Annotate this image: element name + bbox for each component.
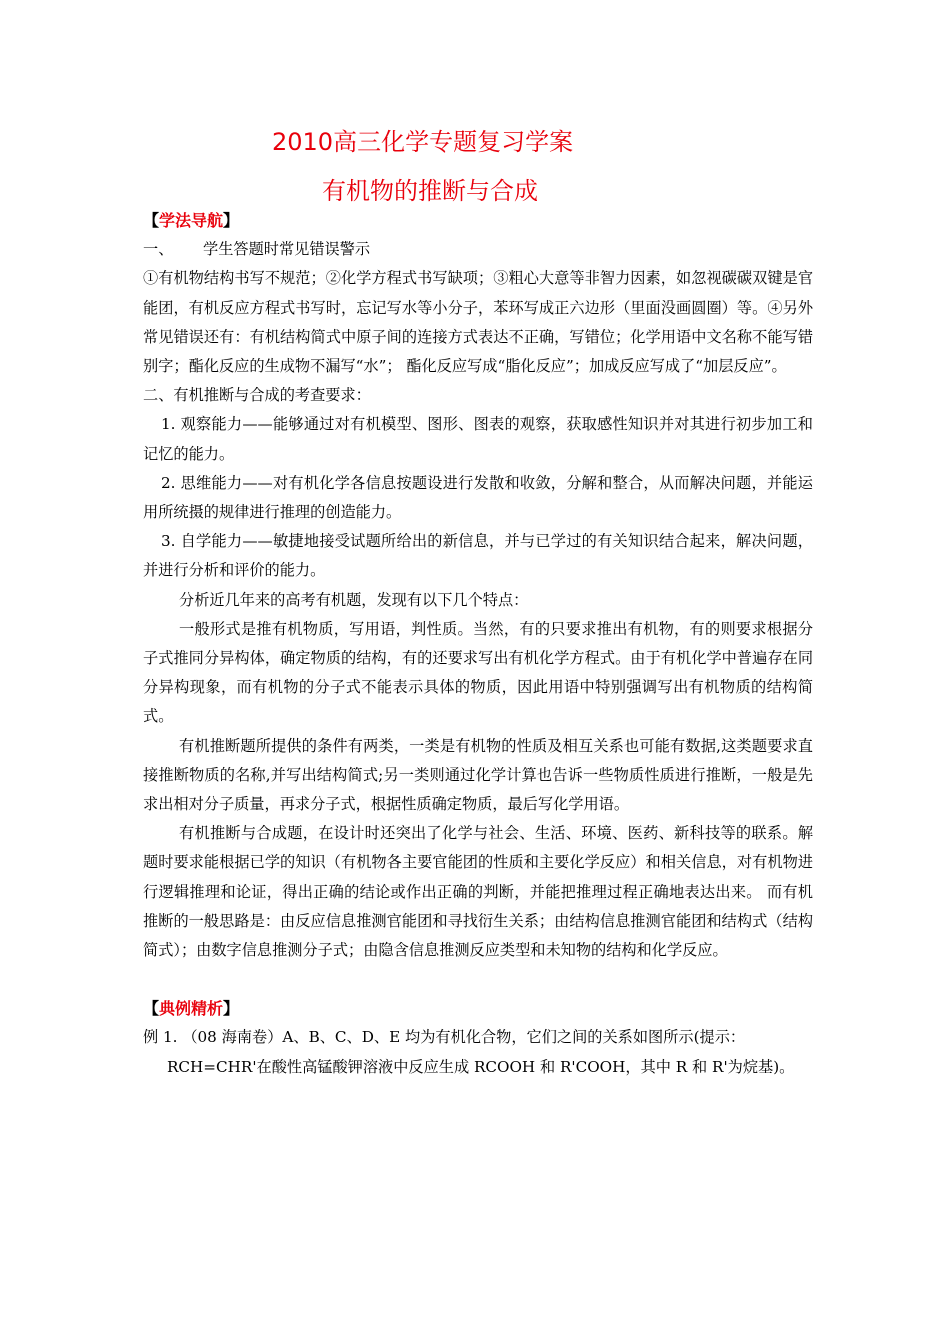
- heading-bracket-close: 】: [223, 999, 240, 1019]
- list-item-number: 一、: [143, 240, 174, 259]
- document-subtitle: 有机物的推断与合成: [322, 177, 538, 205]
- ability-self-study: 3. 自学能力——敏捷地接受试题所给出的新信息，并与已学过的有关知识结合起来，解决问题，并进行分析和评价的能力。: [143, 532, 813, 580]
- list-item-text: 学生答题时常见错误警示: [203, 240, 371, 259]
- heading-bracket-close: 】: [223, 211, 240, 230]
- ability-thinking: 2. 思维能力——对有机化学各信息按题设进行发散和收敛，分解和整合，从而解决问题，并能运用所统摄的规律进行推理的创造能力。: [143, 473, 813, 522]
- common-errors-paragraph: ①有机物结构书写不规范；②化学方程式书写缺项；③粗心大意等非智力因素，如忽视碳碳双键是官能团，有机反应方程式书写时，忘记写水等小分子，苯环写成正六边形（里面没画圆圈）等。④另外常见错误还有：有机结构简式中原子间的连接方式表达不正确，写错位；化学用语中文名称不能写错别字；酯化反应的生成物不漏写“水”； 酯化反应写成“脂化反应”；加成反应写成了“加层反应”。: [143, 269, 813, 376]
- paragraph-conditions: 有机推断题所提供的条件有两类，一类是有机物的性质及相互关系也可能有数据,这类题要求直接推断物质的名称,并写出结构简式;另一类则通过化学计算也告诉一些物质性质进行推断，一般是先求出相对分子质量，再求分子式，根据性质确定物质，最后写化学用语。: [143, 736, 813, 814]
- section-heading-examples: [143, 994, 813, 1023]
- document-body: [143, 206, 813, 1082]
- document-title: 2010高三化学专题复习学案: [272, 128, 574, 156]
- example-1-line-2: RCH=CHR'在酸性高锰酸钾溶液中反应生成 RCOOH 和 R'COOH，其中 R 和 R'为烷基)。: [167, 1057, 795, 1076]
- list-item-one: [143, 235, 813, 264]
- spacer: [143, 965, 813, 994]
- example-1-line-1: 例 1. （08 海南卷）A、B、C、D、E 均为有机化合物，它们之间的关系如图所示(提示：: [143, 1028, 746, 1047]
- heading-label: 学法导航: [159, 211, 224, 230]
- paragraph-analysis: 分析近几年来的高考有机题，发现有以下几个特点：: [179, 590, 529, 609]
- heading-bracket-open: 【: [143, 999, 160, 1019]
- section-heading-study-guide: [143, 206, 813, 235]
- paragraph-general-form: 一般形式是推有机物质，写用语，判性质。当然，有的只要求推出有机物，有的则要求根据分子式推同分异构体，确定物质的结构，有的还要求写出有机化学方程式。由于有机化学中普遍存在同分异构现象，而有机物的分子式不能表示具体的物质，因此用语中特别强调写出有机物质的结构简式。: [143, 619, 813, 726]
- heading-label: 典例精析: [159, 999, 224, 1019]
- paragraph-synthesis: 有机推断与合成题，在设计时还突出了化学与社会、生活、环境、医药、新科技等的联系。解题时要求能根据已学的知识（有机物各主要官能团的性质和主要化学反应）和相关信息，对有机物进行逻辑推理和论证，得出正确的结论或作出正确的判断，并能把推理过程正确地表达出来。 而有机推断的一般思路是：由反应信息推测官能团和寻找衍生关系；由结构信息推测官能团和结构式（结构简式）；由数字信息推测分子式；由隐含信息推测反应类型和未知物的结构和化学反应。: [143, 824, 813, 960]
- ability-observation: 1. 观察能力——能够通过对有机模型、图形、图表的观察，获取感性知识并对其进行初步加工和记忆的能力。: [143, 415, 813, 463]
- heading-bracket-open: 【: [143, 211, 160, 230]
- list-item-two: 二、有机推断与合成的考查要求：: [143, 386, 371, 405]
